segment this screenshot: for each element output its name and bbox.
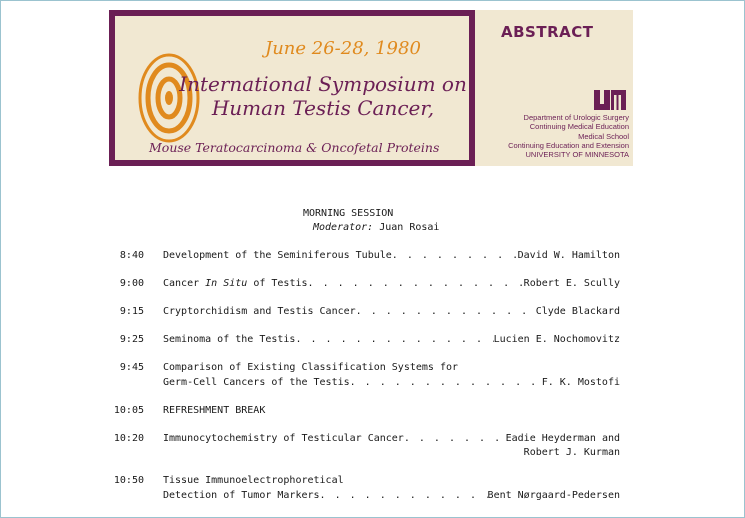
university-logo-icon — [593, 88, 627, 112]
department-block — [508, 113, 629, 159]
program-speaker: Robert E. Scully — [523, 278, 620, 289]
program-title: Cryptorchidism and Testis Cancer — [163, 306, 356, 317]
program-time: 9:00 — [119, 278, 144, 289]
program-speaker-line-2: Robert J. Kurman — [523, 447, 620, 458]
program-entry — [163, 278, 620, 292]
moderator-label: Moderator: — [313, 222, 374, 233]
leader-dots — [295, 334, 493, 348]
program-title: Development of the Seminiferous Tubule — [163, 250, 392, 261]
leader-dots — [404, 433, 506, 447]
program-row-continuation — [1, 447, 745, 461]
program-row — [1, 475, 745, 489]
program-time: 8:40 — [119, 250, 144, 261]
program-title: Germ-Cell Cancers of the Testis — [163, 377, 350, 388]
program-title-line-1: Tissue Immunoelectrophoretical — [163, 475, 344, 486]
program-entry — [163, 250, 620, 264]
program-row — [1, 278, 745, 292]
program-title: Detection of Tumor Markers — [163, 490, 320, 501]
program-entry — [163, 433, 620, 447]
program-entry — [163, 490, 620, 504]
department-line: Continuing Medical Education — [529, 122, 629, 132]
program-row — [1, 306, 745, 320]
symposium-date: June 26-28, 1980 — [265, 38, 421, 59]
abstract-label: ABSTRACT — [501, 23, 594, 41]
program-speaker: Clyde Blackard — [535, 306, 620, 317]
moderator-line — [313, 222, 439, 233]
leader-dots — [308, 278, 524, 292]
department-line: Continuing Education and Extension — [508, 140, 629, 150]
program-time: 9:25 — [119, 334, 144, 345]
program-time: 10:05 — [113, 405, 144, 416]
program-row — [1, 433, 745, 447]
banner-panel — [115, 16, 469, 160]
program-entry — [163, 306, 620, 320]
program-title: Immunocytochemistry of Testicular Cancer — [163, 433, 404, 444]
program-row — [1, 334, 745, 348]
symposium-banner — [109, 10, 475, 166]
leader-dots — [356, 306, 536, 320]
program-time: 10:20 — [113, 433, 144, 444]
program-row — [1, 362, 745, 376]
program-speaker: Lucien E. Nochomovitz — [493, 334, 620, 345]
symposium-subtitle: Mouse Teratocarcinoma & Oncofetal Proteins — [149, 140, 440, 155]
department-line: UNIVERSITY OF MINNESOTA — [525, 150, 629, 160]
program-row — [1, 405, 745, 419]
program-speaker: F. K. Mostofi — [541, 377, 620, 388]
program-time: 9:15 — [119, 306, 144, 317]
program-title-line-1: Comparison of Existing Classification Systems for — [163, 362, 459, 373]
leader-dots — [392, 250, 518, 264]
program-time: 10:50 — [113, 475, 144, 486]
program-entry — [163, 377, 620, 391]
program-time: 9:45 — [119, 362, 144, 373]
department-line: Medical School — [578, 131, 629, 141]
break-label: REFRESHMENT BREAK — [163, 405, 266, 416]
leader-dots — [320, 490, 488, 504]
abstract-panel — [475, 10, 633, 166]
moderator-name: Juan Rosai — [379, 222, 440, 233]
program-title-part: of Testis — [247, 278, 308, 289]
program-speaker: Eadie Heyderman and — [505, 433, 620, 444]
leader-dots — [350, 377, 542, 391]
program-speaker: Bent Nørgaard-Pedersen — [487, 490, 620, 501]
title-line-2: Human Testis Cancer, — [211, 96, 435, 120]
symposium-title — [173, 72, 473, 120]
program-entry — [163, 334, 620, 348]
program-title — [163, 278, 308, 292]
title-line-1: International Symposium on — [179, 72, 467, 96]
session-title: MORNING SESSION — [303, 208, 394, 219]
program-row — [1, 250, 745, 264]
program-title: Seminoma of the Testis — [163, 334, 296, 345]
department-line: Department of Urologic Surgery — [523, 113, 629, 122]
program-row-continuation — [1, 377, 745, 391]
program-speaker: David W. Hamilton — [517, 250, 620, 261]
program-title-italic: In Situ — [205, 278, 248, 289]
program-title-part: Cancer — [163, 278, 206, 289]
program-row-continuation — [1, 490, 745, 504]
